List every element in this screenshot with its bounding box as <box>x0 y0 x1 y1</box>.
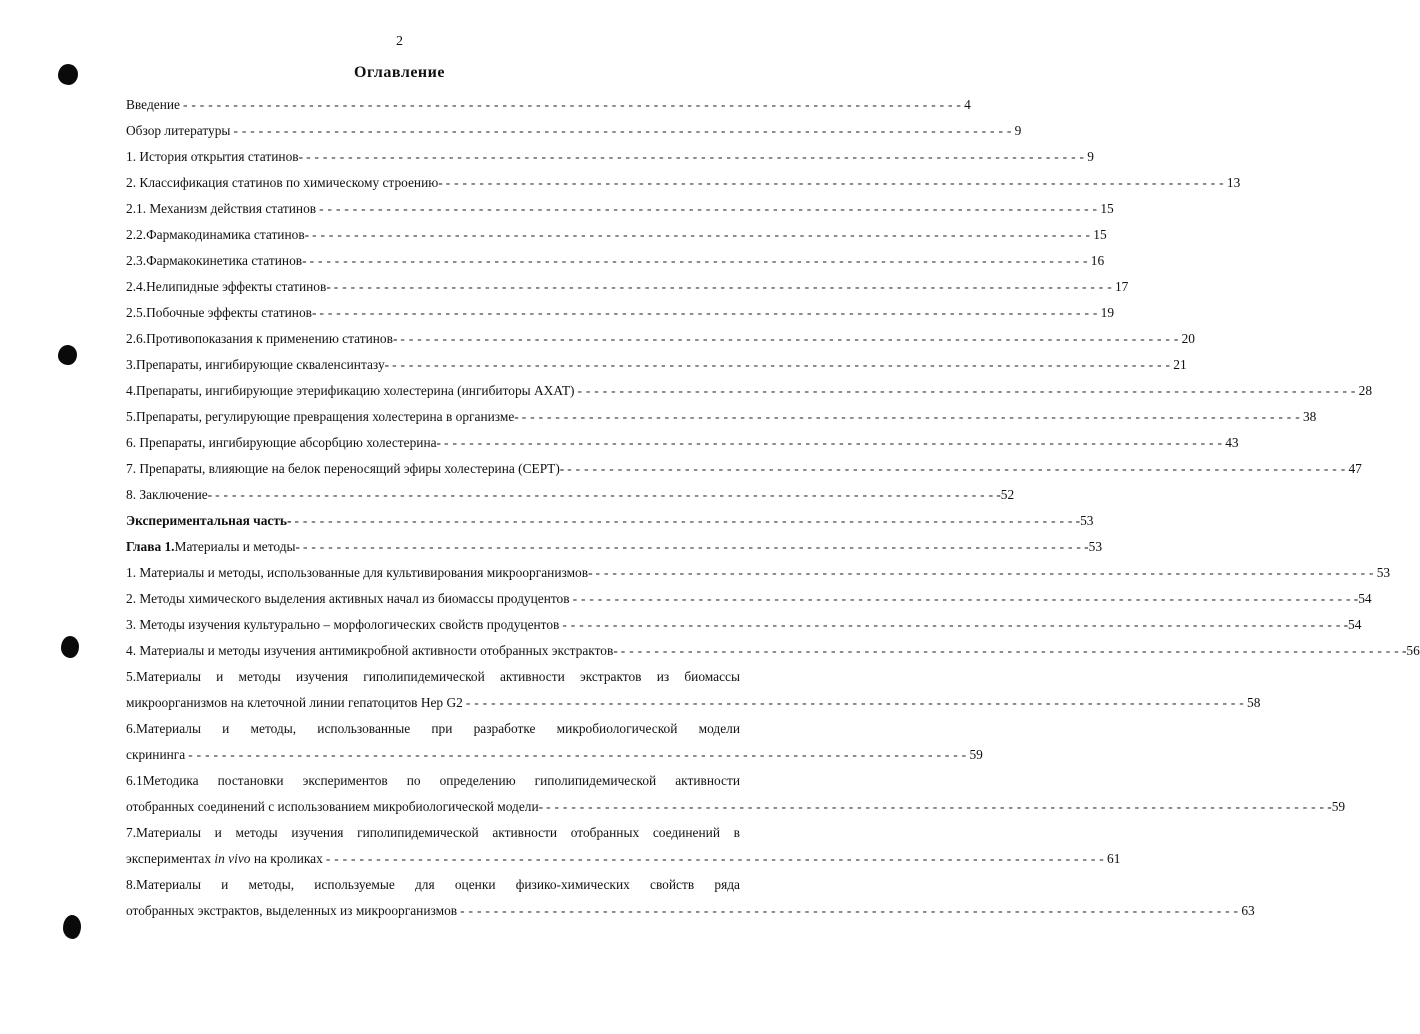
toc-label: 2. Классификация статинов по химическому строению- <box>126 175 443 190</box>
dot-leader: - - - - - - - - - - - - - - - - - - - - - - - - - - - - - - - - - - - - - - - - - - - - - - - - - - - - - - - - - - - - - - - - - - - - - - - - - - - - - - - - - - - - - - - - - - - - - <box>302 539 1082 554</box>
toc-label: 7. Препараты, влияющие на белок переносящий эфиры холестерина (CEPT)- <box>126 461 565 476</box>
toc-entry <box>126 326 1195 352</box>
toc-label: Введение <box>126 97 180 112</box>
toc-entry-multiline <box>126 820 1121 872</box>
toc-label: 1. Материалы и методы, использованные для культивирования микроорганизмов- <box>126 565 593 580</box>
toc-label-italic: in vivo <box>214 851 251 866</box>
dot-leader: - - - - - - - - - - - - - - - - - - - - - - - - - - - - - - - - - - - - - - - - - - - - - - - - - - - - - - - - - - - - - - - - - - - - - - - - - - - - - - - - - - - - - - - - - - - - - <box>572 591 1351 606</box>
toc-entry-multiline <box>126 664 1261 716</box>
dot-leader: - - - - - - - - - - - - - - - - - - - - - - - - - - - - - - - - - - - - - - - - - - - - - - - - - - - - - - - - - - - - - - - - - - - - - - - - - - - - - - - - - - - - - - - - - - - - - <box>620 643 1399 658</box>
toc-entry-intro <box>126 92 971 118</box>
toc-label-line1: 6.Материалы и методы, использованные при разработке микробиологической модели <box>126 721 740 736</box>
toc-label: 4.Препараты, ингибирующие этерификацию холестерина (ингибиторы АХАТ) <box>126 383 575 398</box>
toc-label: отобранных соединений с использованием микробиологической модели- <box>126 799 544 814</box>
toc-entry-experimental <box>126 508 1094 534</box>
toc-entry <box>126 378 1373 404</box>
dot-leader: - - - - - - - - - - - - - - - - - - - - - - - - - - - - - - - - - - - - - - - - - - - - - - - - - - - - - - - - - - - - - - - - - - - - - - - - - - - - - - - - - - - - - - - - - - - - - <box>188 747 967 762</box>
toc-page: 61 <box>1107 851 1121 866</box>
toc-page: 58 <box>1247 695 1261 710</box>
dot-leader: - - - - - - - - - - - - - - - - - - - - - - - - - - - - - - - - - - - - - - - - - - - - - - - - - - - - - - - - - - - - - - - - - - - - - - - - - - - - - - - - - - - - - - - - - - - - - <box>325 851 1105 866</box>
dot-leader: - - - - - - - - - - - - - - - - - - - - - - - - - - - - - - - - - - - - - - - - - - - - - - - - - - - - - - - - - - - - - - - - - - - - - - - - - - - - - - - - - - - - - - - - - - - - - <box>595 565 1374 580</box>
dot-leader: - - - - - - - - - - - - - - - - - - - - - - - - - - - - - - - - - - - - - - - - - - - - - - - - - - - - - - - - - - - - - - - - - - - - - - - - - - - - - - - - - - - - - - - - - - - - - <box>445 175 1224 190</box>
dot-leader: - - - - - - - - - - - - - - - - - - - - - - - - - - - - - - - - - - - - - - - - - - - - - - - - - - - - - - - - - - - - - - - - - - - - - - - - - - - - - - - - - - - - - - - - - - - - - <box>392 357 1171 372</box>
toc-entry <box>126 560 1391 586</box>
toc-label: 2.6.Противопоказания к применению статинов- <box>126 331 398 346</box>
toc-entry-chapter1 <box>126 534 1103 560</box>
dot-leader: - - - - - - - - - - - - - - - - - - - - - - - - - - - - - - - - - - - - - - - - - - - - - - - - - - - - - - - - - - - - - - - - - - - - - - - - - - - - - - - - - - - - - - - - - - - - - <box>521 409 1300 424</box>
toc-page: 59 <box>969 747 983 762</box>
toc-label: 2.4.Нелипидные эффекты статинов- <box>126 279 331 294</box>
toc-entry <box>126 118 1022 144</box>
toc-entry <box>126 482 1015 508</box>
dot-leader: - - - - - - - - - - - - - - - - - - - - - - - - - - - - - - - - - - - - - - - - - - - - - - - - - - - - - - - - - - - - - - - - - - - - - - - - - - - - - - - - - - - - - - - - - - - - - <box>333 279 1112 294</box>
toc-page: 9 <box>1014 123 1022 138</box>
toc-page: -53 <box>1075 513 1094 528</box>
toc-label: 2.2.Фармакодинамика статинов- <box>126 227 310 242</box>
toc-entry <box>126 170 1241 196</box>
punch-hole-marker <box>58 64 78 85</box>
toc-page: -54 <box>1343 617 1362 632</box>
toc-label-line1: 7.Материалы и методы изучения гиполипидемической активности отобранных соединений в <box>126 825 740 840</box>
dot-leader: - - - - - - - - - - - - - - - - - - - - - - - - - - - - - - - - - - - - - - - - - - - - - - - - - - - - - - - - - - - - - - - - - - - - - - - - - - - - - - - - - - - - - - - - - - - - - <box>309 253 1088 268</box>
toc-label-bold: Глава 1. <box>126 539 175 554</box>
toc-entry <box>126 612 1362 638</box>
toc-page: -59 <box>1327 799 1346 814</box>
toc-page: 4 <box>964 97 971 112</box>
toc-page: -54 <box>1353 591 1372 606</box>
toc-entry <box>126 144 1094 170</box>
toc-entry <box>126 430 1239 456</box>
dot-leader: - - - - - - - - - - - - - - - - - - - - - - - - - - - - - - - - - - - - - - - - - - - - - - - - - - - - - - - - - - - - - - - - - - - - - - - - - - - - - - - - - - - - - - - - - - - - - <box>319 201 1098 216</box>
toc-page: 63 <box>1241 903 1255 918</box>
toc-label: 2.1. Механизм действия статинов <box>126 201 317 216</box>
toc-entry <box>126 248 1105 274</box>
dot-leader: - - - - - - - - - - - - - - - - - - - - - - - - - - - - - - - - - - - - - - - - - - - - - - - - - - - - - - - - - - - - - - - - - - - - - - - - - - - - - - - - - - - - - - - - - - - - - <box>400 331 1179 346</box>
punch-hole-marker <box>63 915 81 939</box>
dot-leader: - - - - - - - - - - - - - - - - - - - - - - - - - - - - - - - - - - - - - - - - - - - - - - - - - - - - - - - - - - - - - - - - - - - - - - - - - - - - - - - - - - - - - - - - - - - - - <box>465 695 1245 710</box>
toc-entry <box>126 586 1372 612</box>
toc-label-line1: 8.Материалы и методы, используемые для оценки физико-химических свойств ряда <box>126 877 740 892</box>
toc-label: Материалы и методы- <box>174 539 300 554</box>
toc-entry <box>126 352 1187 378</box>
toc-page: 16 <box>1090 253 1105 268</box>
toc-label-line1: 5.Материалы и методы изучения гиполипидемической активности экстрактов из биомассы <box>126 669 740 684</box>
dot-leader: - - - - - - - - - - - - - - - - - - - - - - - - - - - - - - - - - - - - - - - - - - - - - - - - - - - - - - - - - - - - - - - - - - - - - - - - - - - - - - - - - - - - - - - - - - - - - <box>546 799 1325 814</box>
toc-page: 47 <box>1348 461 1362 476</box>
toc-page: 19 <box>1100 305 1115 320</box>
dot-leader: - - - - - - - - - - - - - - - - - - - - - - - - - - - - - - - - - - - - - - - - - - - - - - - - - - - - - - - - - - - - - - - - - - - - - - - - - - - - - - - - - - - - - - - - - - - - - <box>562 617 1341 632</box>
toc-label: 3. Методы изучения культурально – морфологических свойств продуцентов <box>126 617 560 632</box>
toc-label: на кроликах <box>250 851 323 866</box>
punch-hole-marker <box>61 636 79 658</box>
dot-leader: - - - - - - - - - - - - - - - - - - - - - - - - - - - - - - - - - - - - - - - - - - - - - - - - - - - - - - - - - - - - - - - - - - - - - - - - - - - - - - - - - - - - - - - - - - - - - <box>233 123 1012 138</box>
toc-label: 5.Препараты, регулирующие превращения холестерина в организме- <box>126 409 519 424</box>
toc-label: 2. Методы химического выделения активных начал из биомассы продуцентов <box>126 591 570 606</box>
toc-page: -56 <box>1401 643 1420 658</box>
dot-leader: - - - - - - - - - - - - - - - - - - - - - - - - - - - - - - - - - - - - - - - - - - - - - - - - - - - - - - - - - - - - - - - - - - - - - - - - - - - - - - - - - - - - - - - - - - - - - <box>319 305 1098 320</box>
dot-leader: - - - - - - - - - - - - - - - - - - - - - - - - - - - - - - - - - - - - - - - - - - - - - - - - - - - - - - - - - - - - - - - - - - - - - - - - - - - - - - - - - - - - - - - - - - - - - <box>215 487 994 502</box>
toc-entry-multiline <box>126 716 983 768</box>
toc-label: 3.Препараты, ингибирующие скваленсинтазу- <box>126 357 390 372</box>
toc-label: скрининга <box>126 747 186 762</box>
toc-label: 8. Заключение- <box>126 487 213 502</box>
toc-page: 28 <box>1358 383 1373 398</box>
toc-entry-multiline <box>126 872 1255 924</box>
toc-entry <box>126 456 1362 482</box>
toc-entry <box>126 638 1420 664</box>
toc-entry <box>126 274 1129 300</box>
dot-leader: - - - - - - - - - - - - - - - - - - - - - - - - - - - - - - - - - - - - - - - - - - - - - - - - - - - - - - - - - - - - - - - - - - - - - - - - - - - - - - - - - - - - - - - - - - - - - <box>444 435 1223 450</box>
toc-page: -53 <box>1084 539 1103 554</box>
dot-leader: - - - - - - - - - - - - - - - - - - - - - - - - - - - - - - - - - - - - - - - - - - - - - - - - - - - - - - - - - - - - - - - - - - - - - - - - - - - - - - - - - - - - - - - - - - - - - <box>577 383 1356 398</box>
toc-page: 43 <box>1225 435 1239 450</box>
toc-title: Оглавление <box>354 64 445 81</box>
toc-entry <box>126 196 1114 222</box>
dot-leader: - - - - - - - - - - - - - - - - - - - - - - - - - - - - - - - - - - - - - - - - - - - - - - - - - - - - - - - - - - - - - - - - - - - - - - - - - - - - - - - - - - - - - - - - - - - - - <box>460 903 1239 918</box>
toc-page: 15 <box>1093 227 1107 242</box>
toc-entry <box>126 222 1107 248</box>
toc-label: Экспериментальная часть- <box>126 513 292 528</box>
toc-entry <box>126 404 1317 430</box>
toc-label: Обзор литературы <box>126 123 231 138</box>
toc-entry <box>126 300 1115 326</box>
toc-label: отобранных экстрактов, выделенных из микроорганизмов <box>126 903 458 918</box>
dot-leader: - - - - - - - - - - - - - - - - - - - - - - - - - - - - - - - - - - - - - - - - - - - - - - - - - - - - - - - - - - - - - - - - - - - - - - - - - - - - - - - - - - - - - - - - - - - - - <box>567 461 1346 476</box>
punch-hole-marker <box>58 345 77 365</box>
toc-label-line1: 6.1Методика постановки экспериментов по определению гиполипидемической активности <box>126 773 740 788</box>
dot-leader: - - - - - - - - - - - - - - - - - - - - - - - - - - - - - - - - - - - - - - - - - - - - - - - - - - - - - - - - - - - - - - - - - - - - - - - - - - - - - - - - - - - - - - - - - - - - - <box>182 97 962 112</box>
page-number: 2 <box>396 34 403 49</box>
toc-label: 1. История открытия статинов- <box>126 149 304 164</box>
toc-page: 9 <box>1087 149 1094 164</box>
dot-leader: - - - - - - - - - - - - - - - - - - - - - - - - - - - - - - - - - - - - - - - - - - - - - - - - - - - - - - - - - - - - - - - - - - - - - - - - - - - - - - - - - - - - - - - - - - - - - <box>294 513 1073 528</box>
dot-leader: - - - - - - - - - - - - - - - - - - - - - - - - - - - - - - - - - - - - - - - - - - - - - - - - - - - - - - - - - - - - - - - - - - - - - - - - - - - - - - - - - - - - - - - - - - - - - <box>306 149 1085 164</box>
toc-label: 4. Материалы и методы изучения антимикробной активности отобранных экстрактов- <box>126 643 618 658</box>
toc-page: -52 <box>996 487 1015 502</box>
toc-page: 17 <box>1114 279 1129 294</box>
toc-page: 38 <box>1302 409 1317 424</box>
table-of-contents <box>126 92 1420 924</box>
toc-label: 6. Препараты, ингибирующие абсорбцию холестерина- <box>126 435 442 450</box>
toc-page: 15 <box>1100 201 1114 216</box>
toc-label: 2.5.Побочные эффекты статинов- <box>126 305 317 320</box>
toc-entry-multiline <box>126 768 1346 820</box>
toc-page: 20 <box>1181 331 1195 346</box>
toc-page: 21 <box>1173 357 1187 372</box>
toc-label: 2.3.Фармакокинетика статинов- <box>126 253 307 268</box>
toc-label-pre: экспериментах <box>126 851 215 866</box>
toc-page: 53 <box>1376 565 1391 580</box>
dot-leader: - - - - - - - - - - - - - - - - - - - - - - - - - - - - - - - - - - - - - - - - - - - - - - - - - - - - - - - - - - - - - - - - - - - - - - - - - - - - - - - - - - - - - - - - - - - - - <box>312 227 1091 242</box>
toc-label: микроорганизмов на клеточной линии гепатоцитов Hep G2 <box>126 695 463 710</box>
toc-page: 13 <box>1226 175 1241 190</box>
